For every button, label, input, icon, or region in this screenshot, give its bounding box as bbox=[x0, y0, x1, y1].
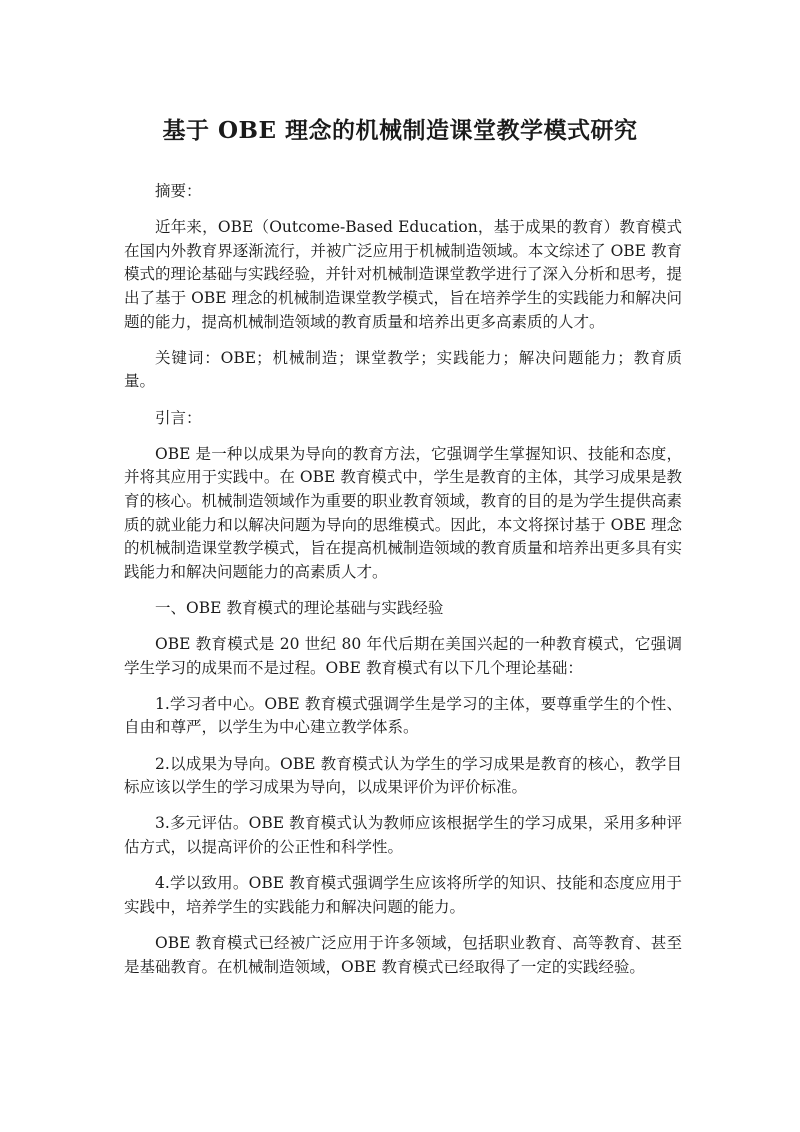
list-item-4: 4.学以致用。OBE 教育模式强调学生应该将所学的知识、技能和态度应用于实践中，培养学生的实践能力和解决问题的能力。 bbox=[124, 874, 682, 916]
introduction-paragraph: OBE 是一种以成果为导向的教育方法，它强调学生掌握知识、技能和态度，并将其应用于实践中。在 OBE 教育模式中，学生是教育的主体，其学习成果是教育的核心。机械制造领域作为重要的职业教育领域，教育的目的是为学生提供高素质的就业能力和以解决问题为导向的思维模式。因此，本文将探讨基于 OBE 理念的机械制造课堂教学模式，旨在提高机械制造领域的教育质量和培养出更多具有实践能力和解决问题能力的高素质人才。 bbox=[124, 444, 683, 581]
closing-paragraph: OBE 教育模式已经被广泛应用于许多领域，包括职业教育、高等教育、甚至是基础教育。在机械制造领域，OBE 教育模式已经取得了一定的实践经验。 bbox=[124, 933, 682, 976]
introduction-heading: 引言： bbox=[155, 408, 202, 427]
abstract-paragraph: 近年来，OBE（Outcome-Based Education，基于成果的教育）教育模式在国内外教育界逐渐流行，并被广泛应用于机械制造领域。本文综述了 OBE 教育模式的理论基础与实践经验，并针对机械制造课堂教学进行了深入分析和思考，提出了基于 OBE 理念的机械制造课堂教学模式，旨在培养学生的实践能力和解决问题的能力，提高机械制造领域的教育质量和培养出更多高素质的人才。 bbox=[124, 218, 683, 331]
document-body bbox=[124, 180, 682, 992]
keywords-paragraph: 关键词：OBE；机械制造；课堂教学；实践能力；解决问题能力；教育质量。 bbox=[124, 348, 682, 391]
page-title: 基于 OBE 理念的机械制造课堂教学模式研究 bbox=[162, 117, 638, 144]
list-item-2: 2.以成果为导向。OBE 教育模式认为学生的学习成果是教育的核心，教学目标应该以学生的学习成果为导向，以成果评价为评价标准。 bbox=[124, 754, 682, 797]
abstract-heading: 摘要： bbox=[155, 182, 202, 200]
list-item-3: 3.多元评估。OBE 教育模式认为教师应该根据学生的学习成果，采用多种评估方式，以提高评价的公正性和科学性。 bbox=[124, 814, 682, 856]
list-item-1: 1.学习者中心。OBE 教育模式强调学生是学习的主体，要尊重学生的个性、自由和尊严，以学生为中心建立教学体系。 bbox=[124, 694, 682, 737]
section-heading-1: 一、OBE 教育模式的理论基础与实践经验 bbox=[155, 598, 444, 617]
section-paragraph: OBE 教育模式是 20 世纪 80 年代后期在美国兴起的一种教育模式，它强调学生学习的成果而不是过程。OBE 教育模式有以下几个理论基础： bbox=[124, 635, 682, 677]
